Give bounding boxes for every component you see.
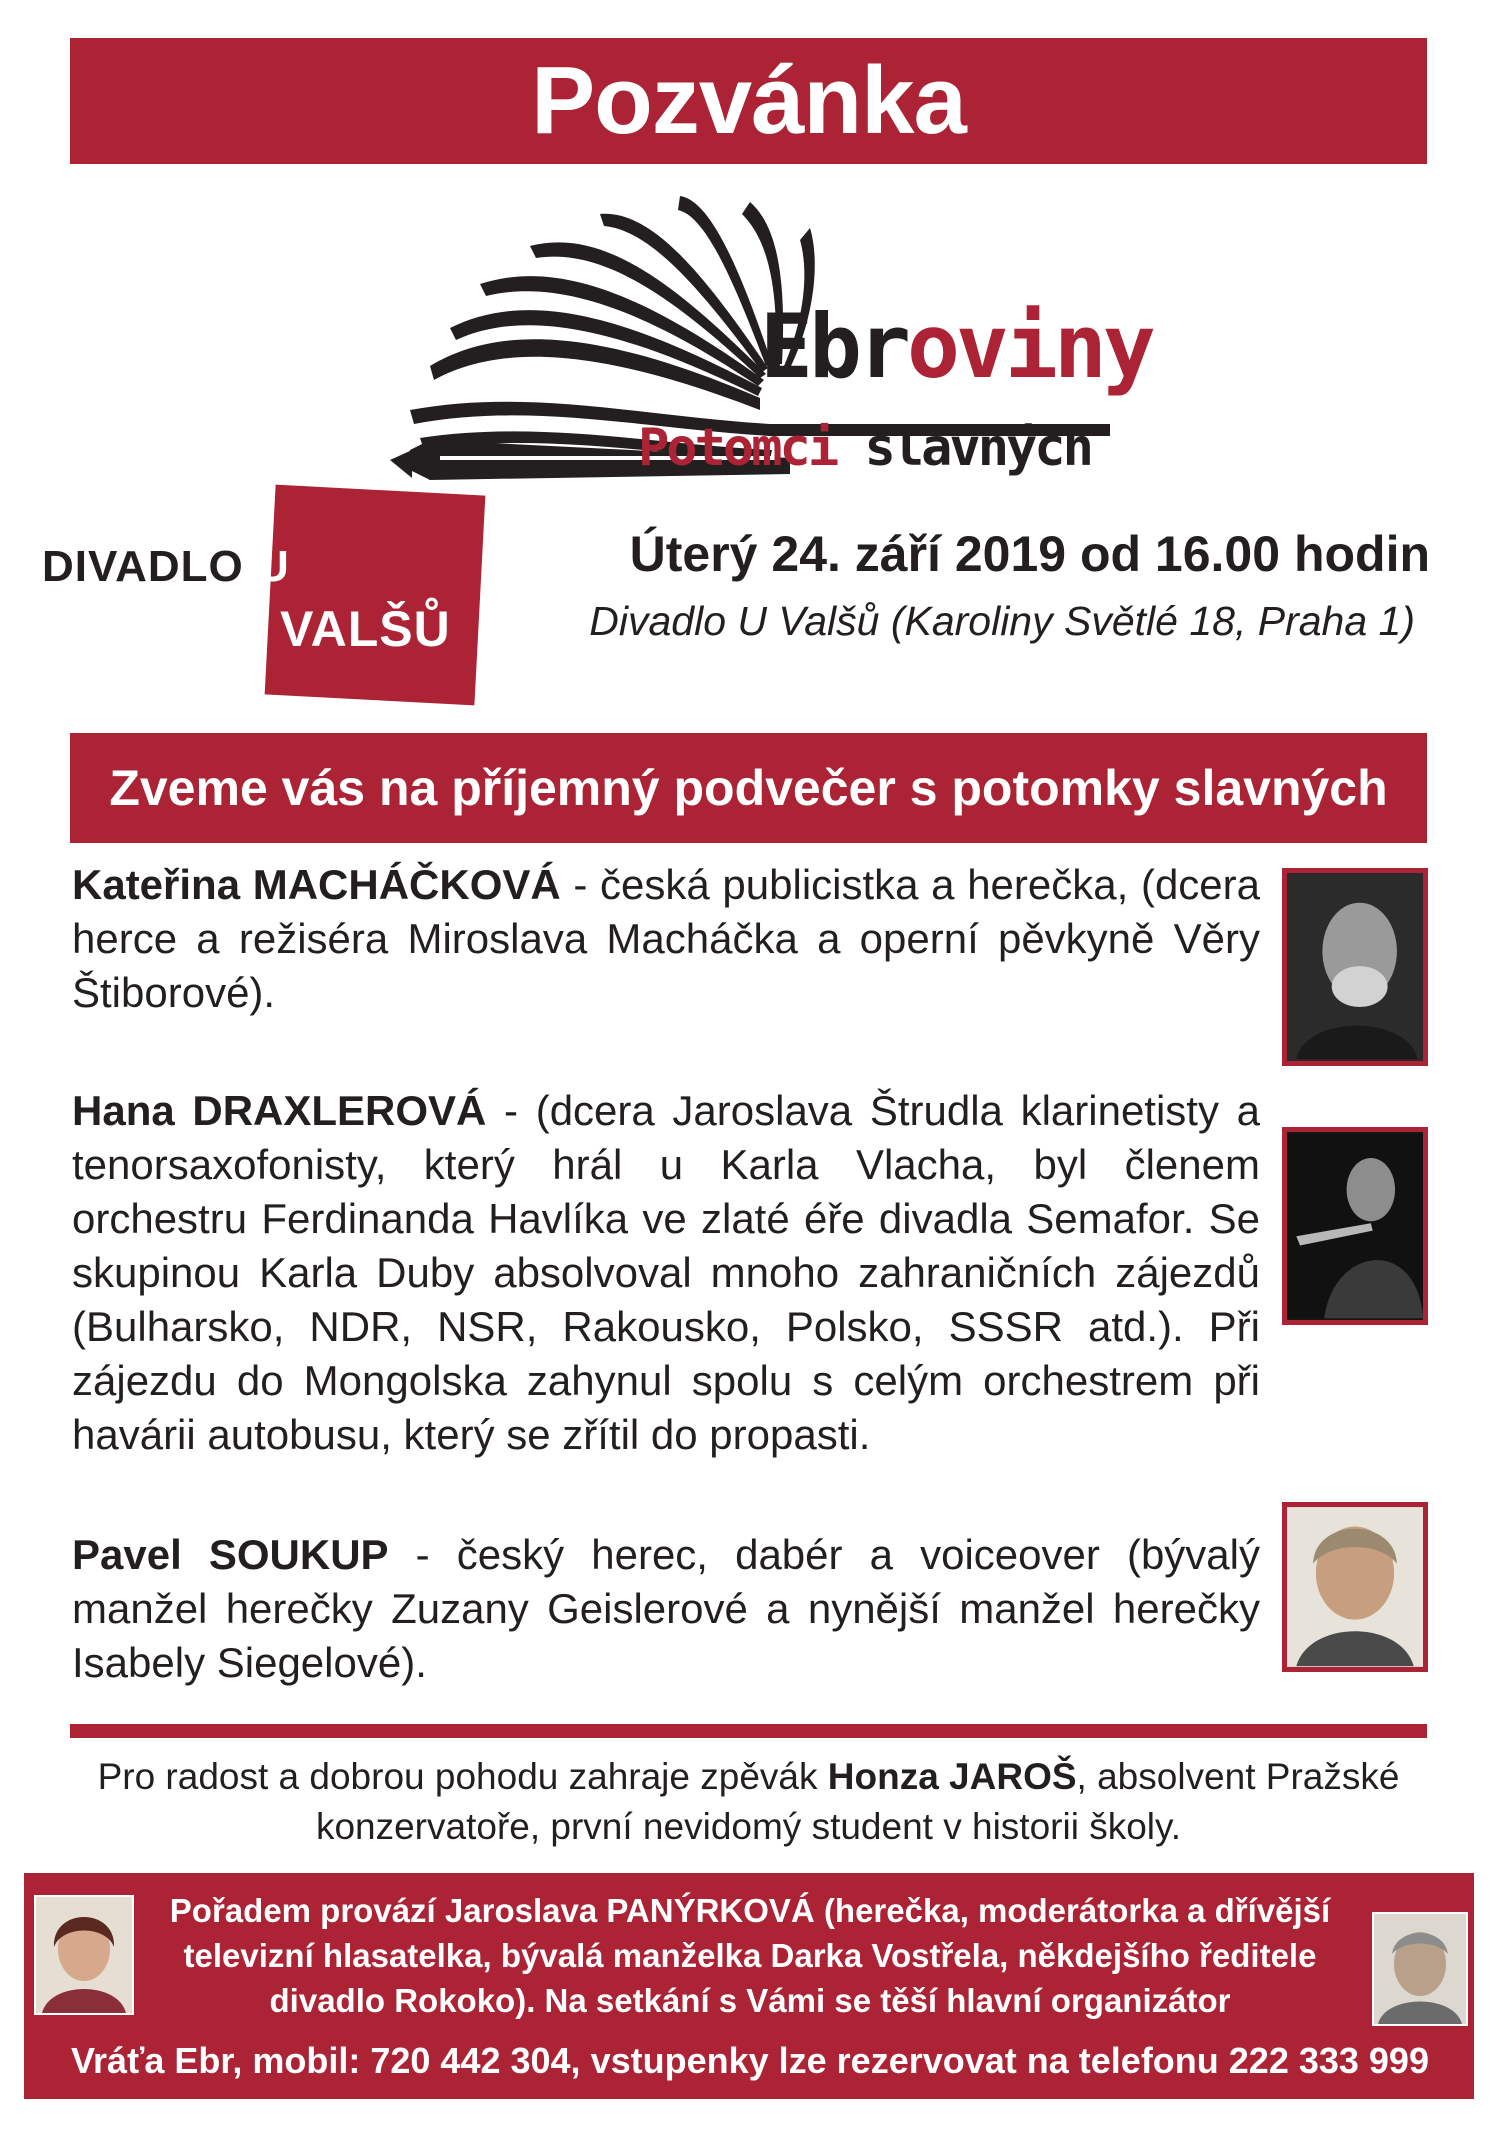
- theatre-logo-word-u: U: [256, 542, 290, 591]
- person-photo-2: [1282, 1127, 1428, 1325]
- footer-host-after: (herečka, moderátorka a dřívější televizní hlasatelka, bývalá manželka Darka Vostřela, někdejšího ředitele divadlo Rokoko). Na setkání s Vámi se těší hlavní organizátor: [183, 1892, 1331, 2019]
- page-title: Pozvánka: [531, 47, 966, 154]
- theatre-logo-square: [265, 485, 486, 706]
- organizer-name: Vráťa Ebr: [71, 2040, 233, 2081]
- person-block-1: [72, 858, 1260, 1020]
- logo-brand-part1: Ebr: [760, 295, 907, 398]
- person-description: - česká publicistka a herečka, (dcera herce a režiséra Miroslava Macháčka a operní pěvkyně Věry Štiborové).: [72, 861, 1260, 1016]
- organizer-photo: [1372, 1912, 1468, 2026]
- event-date: Úterý 24. září 2019 od 16.00 hodin: [629, 526, 1430, 582]
- invite-banner: [70, 733, 1427, 843]
- portrait-icon: [36, 1897, 132, 2013]
- title-banner: [70, 38, 1427, 164]
- theatre-logo-line1: [42, 542, 290, 592]
- music-note-after: , absolvent Pražské konzervatoře, první nevidomý student v historii školy.: [315, 1756, 1400, 1847]
- singer-name: Honza JAROŠ: [827, 1756, 1077, 1797]
- person-name: Kateřina MACHÁČKOVÁ: [72, 861, 561, 908]
- portrait-icon: [1374, 1914, 1466, 2024]
- theatre-logo-word-divadlo: DIVADLO: [42, 542, 244, 591]
- person-photo-3: [1282, 1502, 1428, 1672]
- contact-info: , mobil: 720 442 304, vstupenky lze rezervovat na telefonu 222 333 999: [232, 2040, 1429, 2081]
- footer-host-before: Pořadem provází: [169, 1892, 445, 1929]
- person-description: - český herec, dabér a voiceover (bývalý manžel herečky Zuzany Geislerové a nynější manžel herečky Isabely Siegelové).: [72, 1531, 1260, 1686]
- music-note: [70, 1752, 1427, 1852]
- invite-text: Zveme vás na příjemný podvečer s potomky slavných: [109, 760, 1388, 816]
- logo-brand-text: [760, 295, 1152, 398]
- section-divider: [70, 1724, 1427, 1738]
- portrait-icon: [1287, 1507, 1423, 1667]
- theatre-logo-line2: VALŠŮ: [280, 601, 451, 657]
- footer-host-text: [150, 1888, 1350, 2023]
- event-venue: Divadlo U Valšů (Karoliny Světlé 18, Praha 1): [589, 598, 1415, 644]
- person-name: Hana DRAXLEROVÁ: [72, 1087, 487, 1134]
- music-note-before: Pro radost a dobrou pohodu zahraje zpěvák: [97, 1756, 828, 1797]
- logo-subtitle-part1: Potomci: [638, 418, 837, 478]
- person-description: - (dcera Jaroslava Štrudla klarinetisty a tenorsaxofonisty, který hrál u Karla Vlacha, byl členem orchestru Ferdinanda Havlíka ve zlaté éře divadla Semafor. Se skupinou Karla Duby absolvoval mnoho zahraničních zájezdů (Bulharsko, NDR, NSR, Rakousko, Polsko, SSSR atd.). Při zájezdu do Mongolska zahynul spolu s celým orchestrem při havárii autobusu, který se zřítil do propasti.: [72, 1087, 1260, 1458]
- footer-contact-line: [40, 2040, 1460, 2082]
- person-block-2: [72, 1084, 1260, 1462]
- host-name: Jaroslava PANÝRKOVÁ: [444, 1892, 815, 1929]
- host-photo: [34, 1895, 134, 2015]
- portrait-icon: [1287, 1132, 1423, 1320]
- portrait-icon: [1287, 873, 1423, 1061]
- logo-subtitle-part2: slavných: [864, 418, 1091, 478]
- person-name: Pavel SOUKUP: [72, 1531, 389, 1578]
- logo-subtitle: [638, 418, 1091, 478]
- person-photo-1: [1282, 868, 1428, 1066]
- logo-brand-part2: oviny: [906, 295, 1152, 398]
- person-block-3: [72, 1528, 1260, 1690]
